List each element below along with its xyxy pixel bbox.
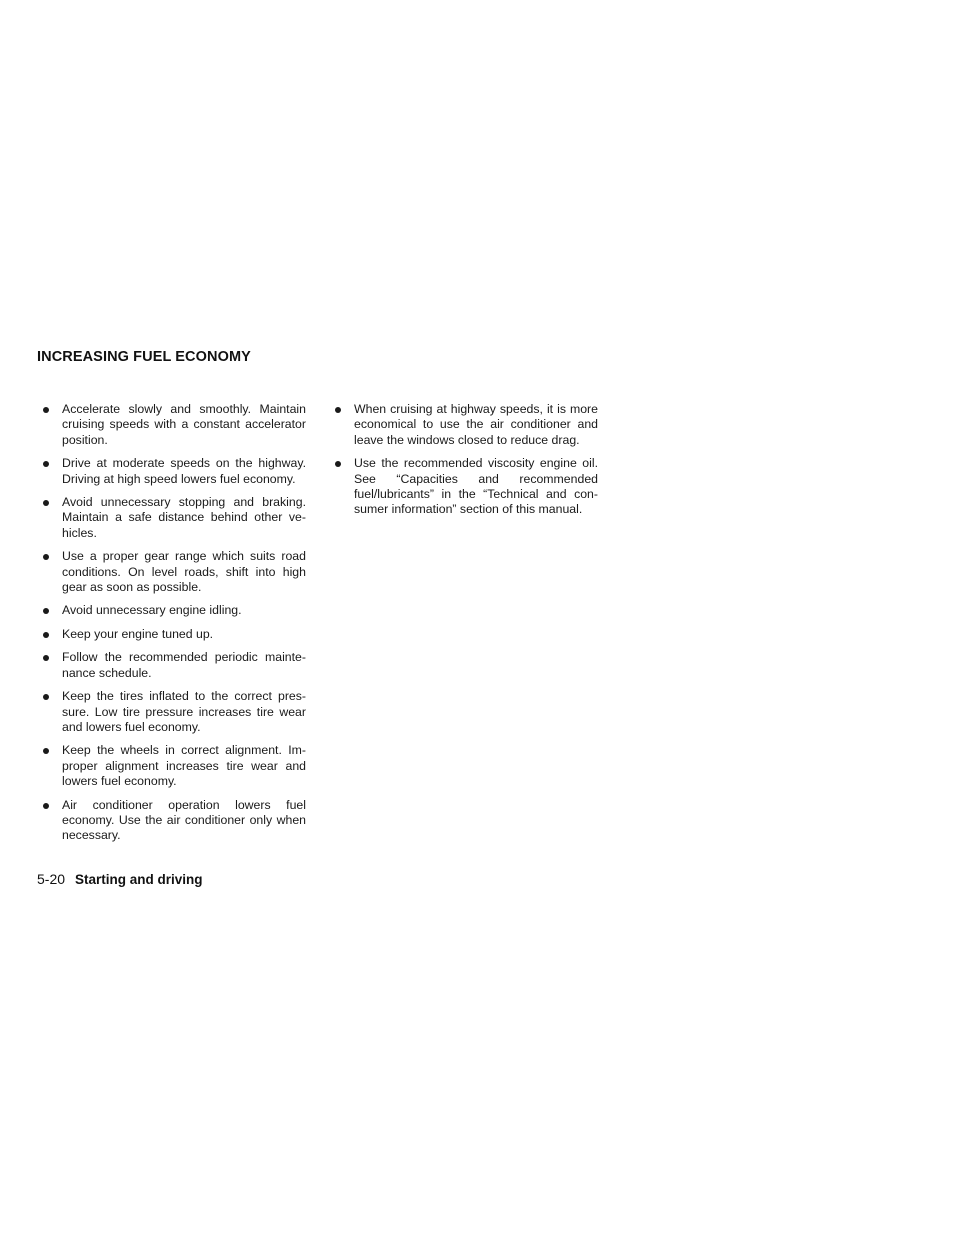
list-item-text: Use the recommended viscosity engine oil. See “Capacities and recommended fuel/lubricants” in the “Technical and con-sumer information” section of this manual.	[354, 456, 598, 517]
bullet-icon	[43, 608, 49, 614]
list-item	[40, 495, 306, 541]
bullet-icon	[43, 803, 49, 809]
left-bullet-list	[40, 402, 306, 852]
section-heading: INCREASING FUEL ECONOMY	[37, 349, 251, 365]
list-item-text: Follow the recommended periodic mainte-nance schedule.	[62, 650, 306, 680]
bullet-icon	[43, 461, 49, 467]
list-item	[40, 627, 306, 642]
list-item	[40, 743, 306, 789]
bullet-icon	[43, 554, 49, 560]
list-item-text: Use a proper gear range which suits road conditions. On level roads, shift into high gear as soon as possible.	[62, 549, 306, 595]
list-item	[40, 798, 306, 844]
list-item-text: Air conditioner operation lowers fuel economy. Use the air conditioner only when necessary.	[62, 797, 306, 843]
list-item-text: Avoid unnecessary stopping and braking. Maintain a safe distance behind other ve-hicles.	[62, 495, 306, 540]
page-number: 5-20	[37, 871, 66, 887]
bullet-icon	[43, 748, 49, 754]
list-item-text: Keep the wheels in correct alignment. Im-proper alignment increases tire wear and lowers fuel economy.	[62, 743, 306, 789]
list-item	[40, 456, 306, 487]
bullet-icon	[43, 500, 49, 506]
bullet-icon	[43, 694, 49, 700]
list-item-text: Keep the tires inflated to the correct pres-sure. Low tire pressure increases tire wear and lowers fuel economy.	[62, 689, 306, 734]
list-item-text: Keep your engine tuned up.	[62, 626, 214, 641]
footer-section-title: Starting and driving	[75, 872, 203, 887]
page-footer	[37, 871, 203, 887]
list-item	[40, 650, 306, 681]
list-item-text: Accelerate slowly and smoothly. Maintain cruising speeds with a constant accelerator position.	[62, 402, 306, 447]
list-item	[332, 456, 598, 518]
bullet-icon	[43, 655, 49, 661]
bullet-icon	[43, 407, 49, 413]
right-bullet-list	[332, 402, 598, 526]
list-item-text: When cruising at highway speeds, it is more economical to use the air conditioner and leave the windows closed to reduce drag.	[354, 402, 598, 447]
bullet-icon	[43, 632, 49, 638]
list-item-text: Avoid unnecessary engine idling.	[62, 603, 242, 618]
list-item	[40, 689, 306, 735]
list-item-text: Drive at moderate speeds on the highway. Driving at high speed lowers fuel economy.	[62, 456, 306, 486]
list-item	[332, 402, 598, 448]
list-item	[40, 402, 306, 448]
bullet-icon	[335, 407, 341, 413]
list-item	[40, 603, 306, 618]
bullet-icon	[335, 461, 341, 467]
list-item	[40, 549, 306, 595]
